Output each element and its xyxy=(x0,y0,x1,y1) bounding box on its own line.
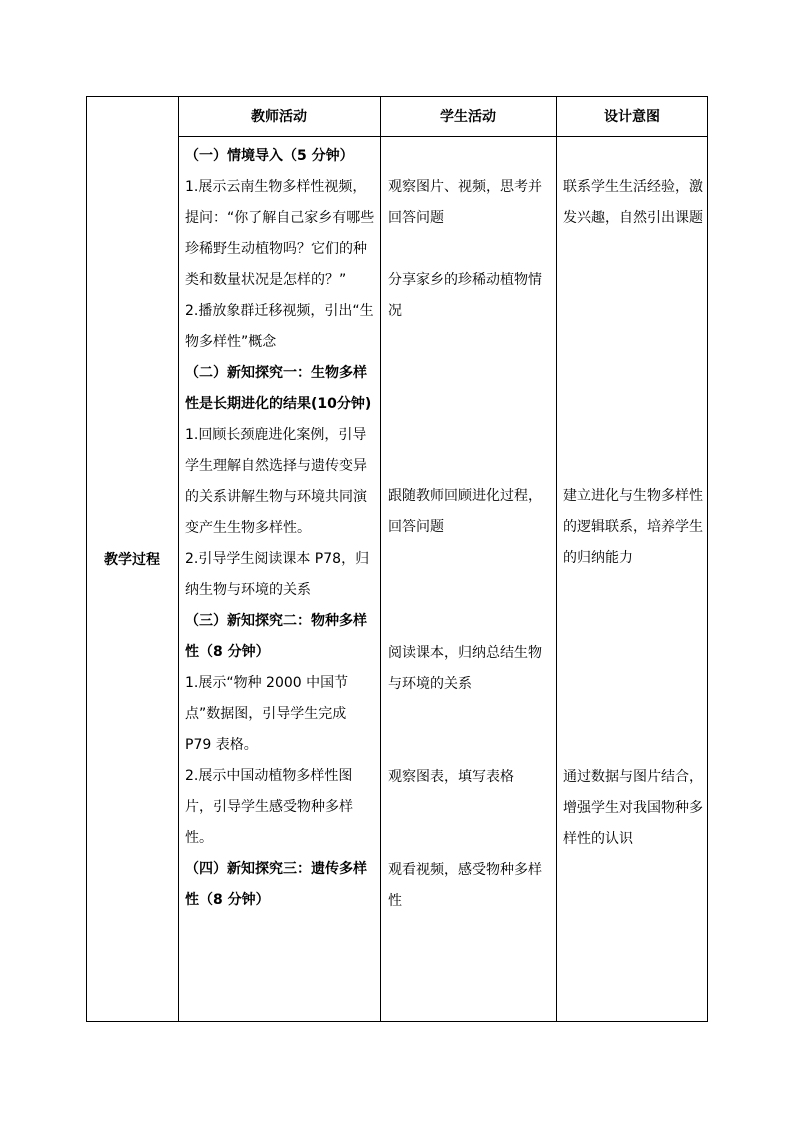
header-divider xyxy=(178,136,708,137)
teacher-step: （一）情境导入（5 分钟） xyxy=(185,148,354,164)
student-activity: 观察图表，填写表格 xyxy=(388,769,514,785)
student-activity: 分享家乡的珍稀动植物情况 xyxy=(388,272,542,319)
header-teacher-activity: 教师活动 xyxy=(251,109,307,125)
teacher-step: 1.回顾长颈鹿进化案例，引导学生理解自然选择与遗传变异的关系讲解生物与环境共同演变产生生物多样性。 xyxy=(185,427,367,536)
teacher-step: 1.展示“物种 2000 中国节点”数据图，引导学生完成 P79 表格。 xyxy=(185,675,349,753)
teacher-step: （三）新知探究二：物种多样性（8 分钟） xyxy=(185,613,367,660)
student-activity: 观看视频，感受物种多样性 xyxy=(388,862,542,909)
teacher-activity-column xyxy=(185,141,375,916)
header-design-intent: 设计意图 xyxy=(604,109,660,125)
design-intent: 建立进化与生物多样性的逻辑联系，培养学生的归纳能力 xyxy=(563,488,703,566)
col-divider xyxy=(556,96,557,1022)
design-intent: 通过数据与图片结合，增强学生对我国物种多样性的认识 xyxy=(563,769,703,847)
teacher-step: 2.引导学生阅读课本 P78，归纳生物与环境的关系 xyxy=(185,551,370,598)
col-divider xyxy=(178,96,179,1022)
row-header-teaching-process: 教学过程 xyxy=(104,552,160,568)
header-student-activity: 学生活动 xyxy=(440,109,496,125)
student-activity: 跟随教师回顾进化过程，回答问题 xyxy=(388,488,542,535)
design-intent: 联系学生生活经验，激发兴趣，自然引出课题 xyxy=(563,179,703,226)
teacher-step: 2.播放象群迁移视频，引出“生物多样性”概念 xyxy=(185,303,374,350)
teacher-step: 2.展示中国动植物多样性图片，引导学生感受物种多样性。 xyxy=(185,768,353,846)
teacher-step: 1.展示云南生物多样性视频，提问：“你了解自己家乡有哪些珍稀野生动植物吗？它们的种类和数量状况是怎样的？” xyxy=(185,179,375,288)
teacher-step: （四）新知探究三：遗传多样性（8 分钟） xyxy=(185,861,367,908)
col-divider xyxy=(380,96,381,1022)
teacher-step: （二）新知探究一：生物多样性是长期进化的结果(10分钟) xyxy=(185,365,372,412)
student-activity: 观察图片、视频，思考并回答问题 xyxy=(388,179,542,226)
student-activity: 阅读课本，归纳总结生物与环境的关系 xyxy=(388,645,542,692)
